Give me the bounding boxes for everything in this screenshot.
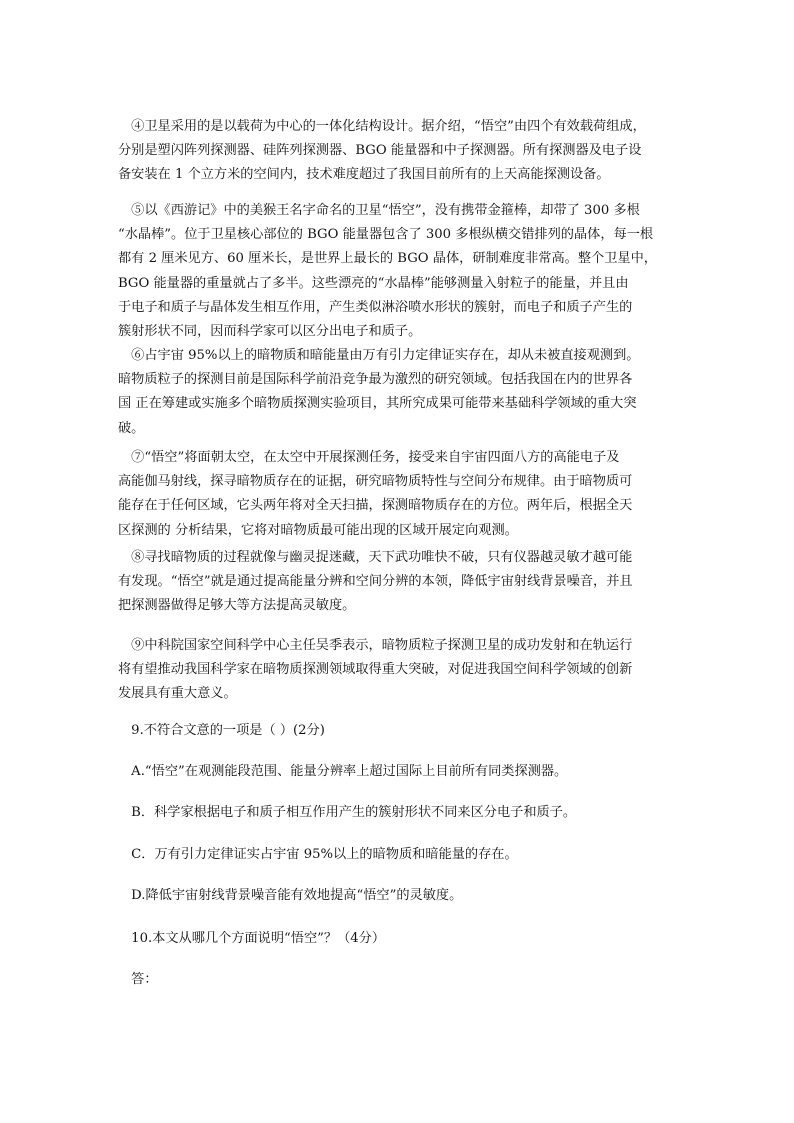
question-9-option-c xyxy=(118,843,678,867)
text-line: ⑤以《西游记》中的美猴王名字命名的卫星“悟空”，没有携带金箍棒，却带了 300 多根 xyxy=(118,203,640,218)
option-text: A.“悟空”在观测能段范围、能量分辨率上超过国际上目前所有同类探测器。 xyxy=(118,764,568,779)
text-line: 暗物质粒子的探测目前是国际科学前沿竞争最为激烈的研究领域。包括我国在内的世界各 xyxy=(118,372,633,388)
paragraph-7 xyxy=(118,446,678,543)
option-text: D.降低宇宙射线背景噪音能有效地提高“悟空”的灵敏度。 xyxy=(118,888,463,903)
paragraph-8 xyxy=(118,546,678,619)
paragraph-5 xyxy=(118,199,678,344)
text-line: ⑧寻找暗物质的过程就像与幽灵捉迷藏，天下武功唯快不破，只有仪器越灵敏才越可能 xyxy=(118,550,633,565)
text-line: 备安装在 1 个立方米的空间内，技术难度超过了我国目前所有的上天高能探测设备。 xyxy=(118,167,610,183)
text-line: 有发现。“悟空”就是通过提高能量分辨和空间分辨的本领，降低宇宙射线背景噪音，并且 xyxy=(118,574,633,590)
text-line: 于电子和质子与晶体发生相互作用，产生类似淋浴喷水形状的簇射，而电子和质子产生的 xyxy=(118,299,633,315)
text-line: 将有望推动我国科学家在暗物质探测领域取得重大突破，对促进我国空间科学领域的创新 xyxy=(118,662,633,678)
text-line: ⑥占宇宙 95%以上的暗物质和暗能量由万有引力定律证实存在，却从未被直接观测到。 xyxy=(118,348,640,363)
text-line: 簇射形状不同，因而科学家可以区分出电子和质子。 xyxy=(118,324,422,340)
option-text: C．万有引力定律证实占宇宙 95%以上的暗物质和暗能量的存在。 xyxy=(118,847,518,862)
text-line: 能存在于任何区域，它头两年将对全天扫描，探测暗物质存在的方位。两年后，根据全天 xyxy=(118,498,633,514)
question-text: 10.本文从哪几个方面说明“悟空”？（4分） xyxy=(118,931,386,946)
question-10-stem xyxy=(118,927,678,951)
text-line: 高能伽马射线，探寻暗物质存在的证据，研究暗物质特性与空间分布规律。由于暗物质可 xyxy=(118,474,633,490)
question-9-option-d xyxy=(118,884,678,908)
question-text: 9.不符合文意的一项是（ ）(2分) xyxy=(118,723,325,738)
paragraph-4 xyxy=(118,115,678,188)
text-line: ⑨中科院国家空间科学中心主任吴季表示，暗物质粒子探测卫星的成功发射和在轨运行 xyxy=(118,638,633,653)
question-9-stem xyxy=(118,719,678,743)
text-line: ⑦“悟空”将面朝太空，在太空中开展探测任务，接受来自宇宙四面八方的高能电子及 xyxy=(118,450,620,465)
paragraph-9 xyxy=(118,634,678,707)
text-line: 把探测器做得足够大等方法提高灵敏度。 xyxy=(118,598,356,614)
text-line: “水晶棒”。位于卫星核心部位的 BGO 能量器包含了 300 多根纵横交错排列的晶体，每一根 xyxy=(118,227,654,243)
text-line: 国 正在筹建或实施多个暗物质探测实验项目，其所究成果可能带来基础科学领域的重大突 xyxy=(118,396,637,412)
question-9-option-b xyxy=(118,801,678,825)
text-line: BGO 能量器的重量就占了多半。这些漂亮的“水晶棒”能够测量入射粒子的能量，并且由 xyxy=(118,275,629,291)
paragraph-6 xyxy=(118,344,678,441)
text-line: 破。 xyxy=(118,420,145,436)
text-line: 区探测的 分析结果，它将对暗物质最可能出现的区域开展定向观测。 xyxy=(118,522,518,538)
answer-label xyxy=(118,968,678,992)
question-9-option-a xyxy=(118,760,678,784)
option-text: B．科学家根据电子和质子相互作用产生的簇射形状不同来区分电子和质子。 xyxy=(118,805,577,820)
text-line: 都有 2 厘米见方、60 厘米长，是世界上最长的 BGO 晶体，研制难度非常高。整个卫星中， xyxy=(118,251,657,267)
text-line: 分别是塑闪阵列探测器、硅阵列探测器、BGO 能量器和中子探测器。所有探测器及电子设 xyxy=(118,143,642,159)
text-line: 发展具有重大意义。 xyxy=(118,686,237,702)
text-line: ④卫星采用的是以载荷为中心的一体化结构设计。据介绍，“悟空”由四个有效载荷组成， xyxy=(118,119,646,134)
answer-text: 答： xyxy=(118,972,158,987)
